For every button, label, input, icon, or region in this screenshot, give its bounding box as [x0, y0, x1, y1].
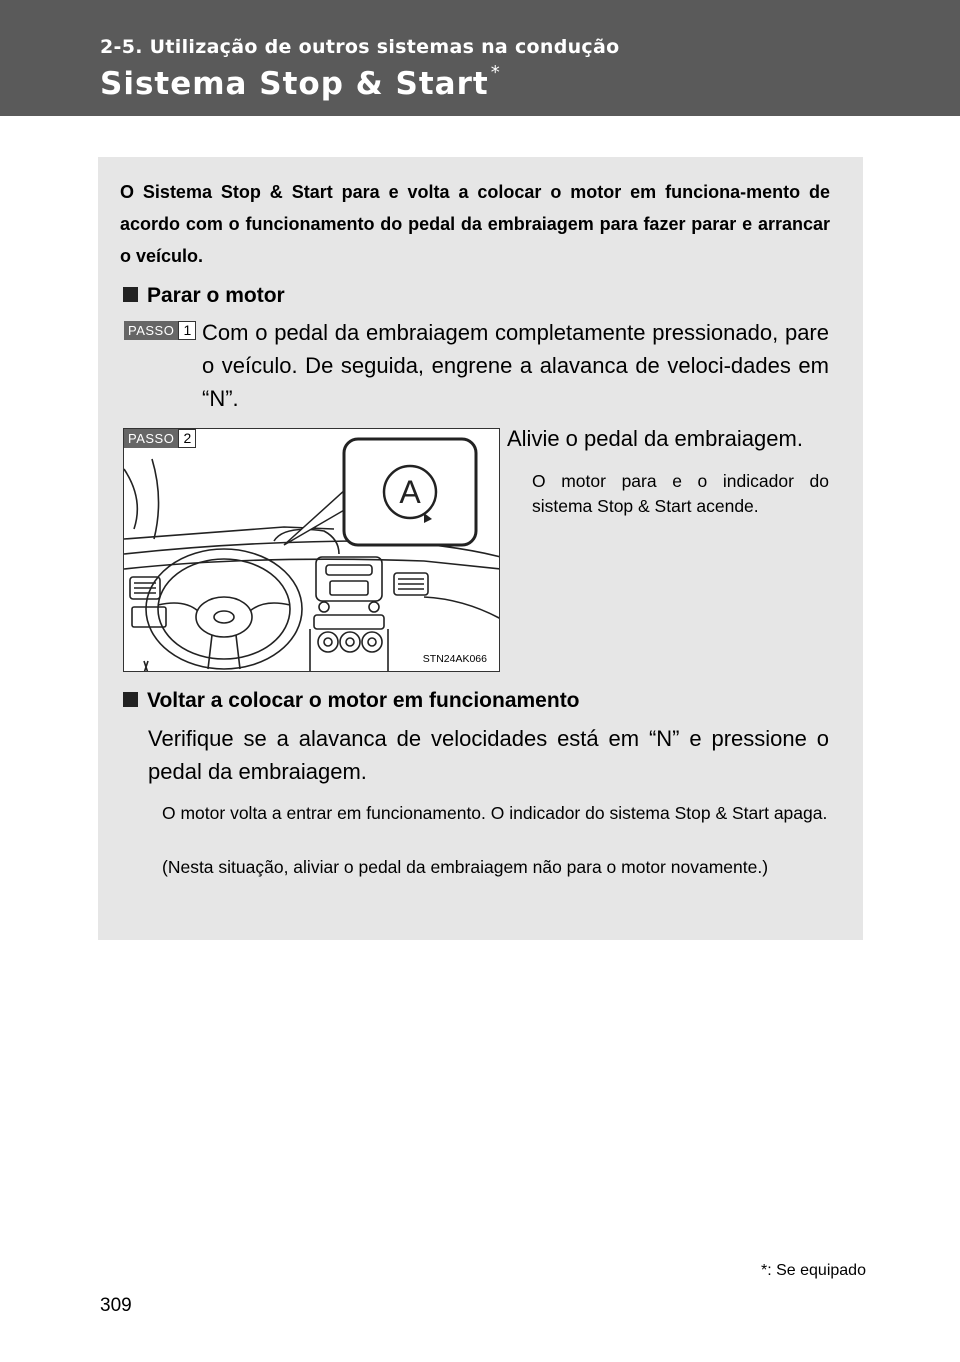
step-1-badge	[124, 321, 196, 340]
step-number: 1	[178, 321, 196, 340]
step-number: 2	[178, 429, 196, 448]
heading-text: Parar o motor	[147, 284, 285, 307]
intro-paragraph: O Sistema Stop & Start para e volta a colocar o motor em funciona-mento de acordo com o funcionamento do pedal da embraiagem para fazer parar e arrancar o veículo.	[120, 182, 830, 266]
section-2-text: Verifique se a alavanca de velocidades está em “N” e pressione o pedal da embraiagem.	[148, 726, 829, 784]
footnote: *: Se equipado	[761, 1262, 866, 1279]
figure-code: STN24AK066	[422, 653, 487, 665]
page-number: 309	[100, 1295, 132, 1316]
page-title-text: Sistema Stop & Start	[100, 66, 489, 102]
equipment-mark: *	[490, 62, 501, 83]
section-title: 2-5. Utilização de outros sistemas na condução	[100, 36, 620, 58]
section-2-note-1: O motor volta a entrar em funcionamento. O indicador do sistema Stop & Start apaga.	[162, 803, 828, 823]
car-interior-drawing	[124, 429, 500, 672]
section-2-note-2: (Nesta situação, aliviar o pedal da embraiagem não para o motor novamente.)	[162, 857, 769, 877]
square-bullet-icon	[123, 287, 138, 302]
step-1-text: Com o pedal da embraiagem completamente pressionado, pare o veículo. De seguida, engrene a alavanca de veloci-dades em “N”.	[202, 320, 829, 411]
indicator-letter: A	[399, 474, 421, 510]
heading-parar-o-motor	[123, 284, 285, 308]
square-bullet-icon	[123, 692, 138, 707]
step-2-note: O motor para e o indicador do sistema Stop & Start acende.	[532, 471, 829, 516]
heading-text: Voltar a colocar o motor em funcionamento	[147, 689, 580, 712]
dashboard-illustration	[123, 428, 500, 672]
step-label: PASSO	[124, 429, 178, 448]
page-header	[0, 0, 960, 116]
step-label: PASSO	[124, 321, 178, 340]
step-2-text: Alivie o pedal da embraiagem.	[507, 426, 803, 451]
heading-voltar-motor	[123, 689, 580, 713]
page-title	[100, 62, 501, 102]
step-2-badge	[124, 429, 196, 448]
